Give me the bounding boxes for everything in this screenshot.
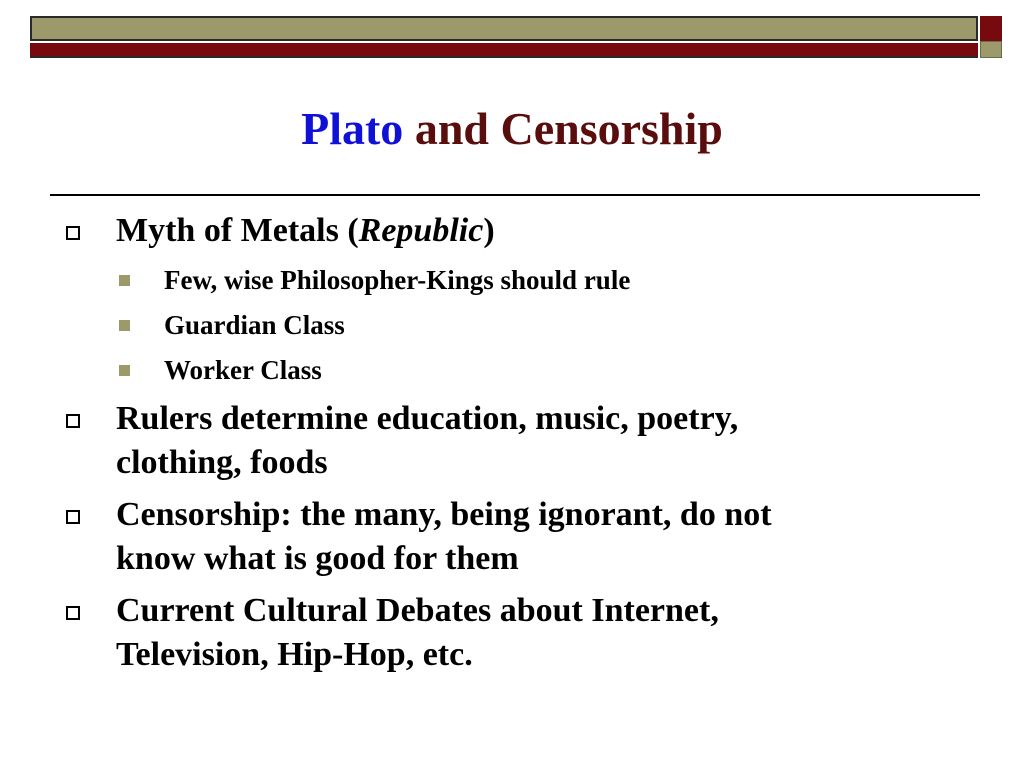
sub-bullet-guardian-class: Guardian Class xyxy=(164,310,345,340)
sub-bullet-worker-class: Worker Class xyxy=(164,355,322,385)
slide-title-main: and Censorship xyxy=(403,103,723,154)
olive-square-bullet-icon xyxy=(119,365,130,376)
hollow-square-bullet-icon xyxy=(66,510,80,524)
bullet-line: Television, Hip-Hop, etc. xyxy=(116,636,473,673)
bullet-line: Current Cultural Debates about Internet, xyxy=(116,592,719,629)
olive-square-bullet-icon xyxy=(119,320,130,331)
hollow-square-bullet-icon xyxy=(66,606,80,620)
bullet-line: clothing, foods xyxy=(116,444,328,481)
bullet-text-italic: Republic xyxy=(358,212,484,249)
bullet-censorship xyxy=(116,493,916,581)
sub-bullet-philosopher-kings: Few, wise Philosopher-Kings should rule xyxy=(164,265,631,295)
bullet-line: Censorship: the many, being ignorant, do not xyxy=(116,496,772,533)
bullet-text: Myth of Metals ( xyxy=(116,212,359,249)
slide-title-accent: Plato xyxy=(301,103,404,154)
hollow-square-bullet-icon xyxy=(66,226,80,240)
bullet-line: Rulers determine education, music, poetry, xyxy=(116,400,739,437)
bullet-text: ) xyxy=(483,212,495,249)
olive-square-bullet-icon xyxy=(119,275,130,286)
hollow-square-bullet-icon xyxy=(66,414,80,428)
bullet-rulers-determine xyxy=(116,397,916,485)
bullet-myth-of-metals xyxy=(116,209,916,253)
bullet-line: know what is good for them xyxy=(116,540,519,577)
bullet-cultural-debates xyxy=(116,589,916,677)
